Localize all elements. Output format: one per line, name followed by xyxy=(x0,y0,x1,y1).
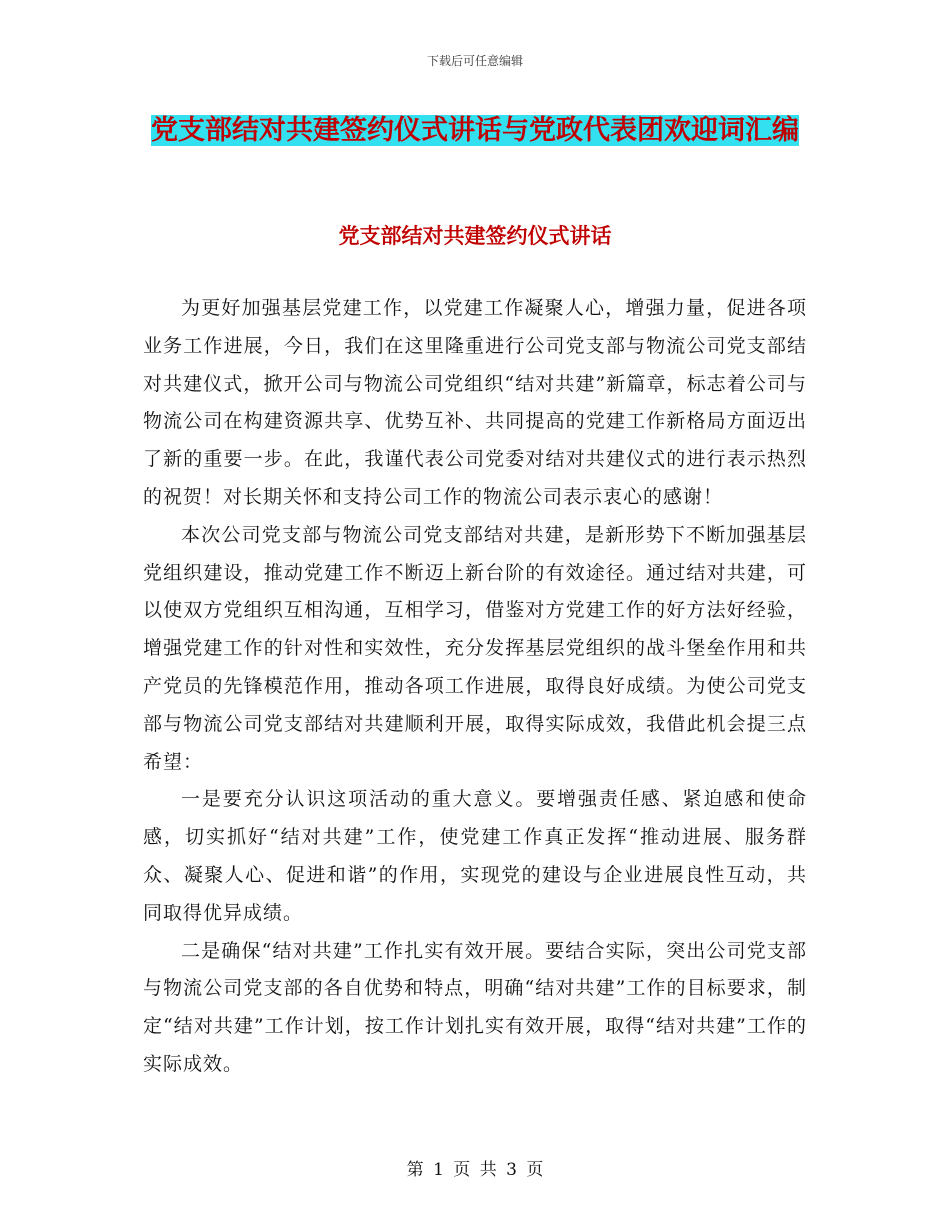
header-note: 下载后可任意编辑 xyxy=(426,54,523,68)
paragraph: 本次公司党支部与物流公司党支部结对共建，是新形势下不断加强基层党组织建设，推动党建工作不断迈上新台阶的有效途径。通过结对共建，可以使双方党组织互相沟通，互相学习，借鉴对方党建工作的好方法好经验，增强党建工作的针对性和实效性，充分发挥基层党组织的战斗堡垒作用和共产党员的先锋模范作用，推动各项工作进展，取得良好成绩。为使公司党支部与物流公司党支部结对共建顺利开展，取得实际成效，我借此机会提三点希望： xyxy=(143,523,807,773)
paragraph: 为更好加强基层党建工作，以党建工作凝聚人心，增强力量，促进各项业务工作进展，今日，我们在这里隆重进行公司党支部与物流公司党支部结对共建仪式，掀开公司与物流公司党组织“结对共建”新篇章，标志着公司与物流公司在构建资源共享、优势互补、共同提高的党建工作新格局方面迈出了新的重要一步。在此，我谨代表公司党委对结对共建仪式的进行表示热烈的祝贺！对长期关怀和支持公司工作的物流公司表示衷心的感谢！ xyxy=(143,297,807,508)
paragraph: 二是确保“结对共建”工作扎实有效开展。要结合实际，突出公司党支部与物流公司党支部的各自优势和特点，明确“结对共建”工作的目标要求，制定“结对共建”工作计划，按工作计划扎实有效开展，取得“结对共建”工作的实际成效。 xyxy=(143,939,807,1075)
paragraph: 一是要充分认识这项活动的重大意义。要增强责任感、紧迫感和使命感，切实抓好“结对共建”工作，使党建工作真正发挥“推动进展、服务群众、凝聚人心、促进和谐”的作用，实现党的建设与企业进展良性互动，共同取得优异成绩。 xyxy=(143,788,807,924)
section-title: 党支部结对共建签约仪式讲话 xyxy=(338,224,612,248)
page-number: 第 1 页 共 3 页 xyxy=(406,1160,544,1180)
document-title-text: 党支部结对共建签约仪式讲话与党政代表团欢迎词汇编 xyxy=(151,115,799,146)
body-text xyxy=(143,290,807,1084)
document-title xyxy=(140,108,810,154)
